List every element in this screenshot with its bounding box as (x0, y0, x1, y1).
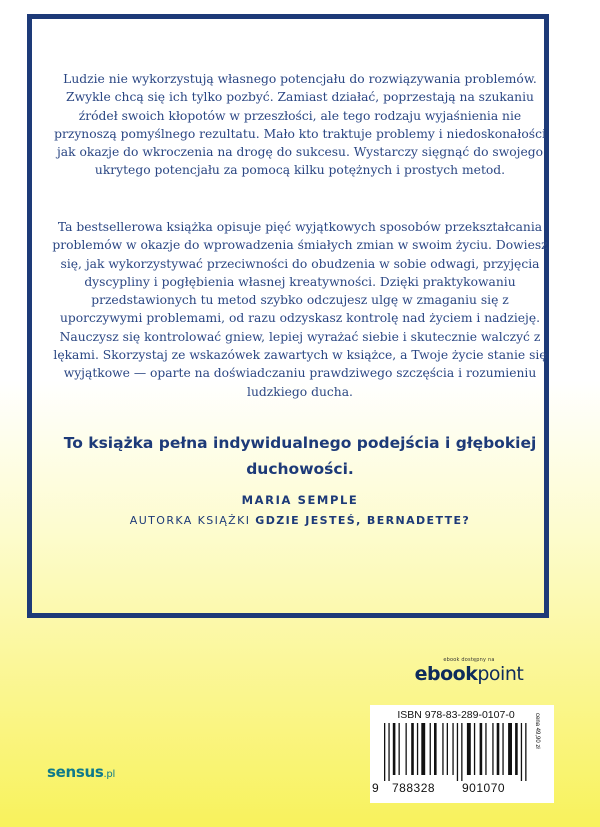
barcode-bar (399, 723, 400, 775)
endorsement-author-role (52, 514, 548, 527)
barcode-bar (461, 723, 462, 781)
barcode-bar (447, 723, 448, 775)
barcode-bar (384, 723, 385, 781)
ebookpoint-subtitle: ebook dostępny na (443, 657, 495, 663)
price-label: cena 49,90 zł (534, 713, 540, 749)
ebookpoint-brand-bold: ebook (414, 663, 478, 685)
barcode-bar (515, 723, 518, 775)
barcode-bar (467, 723, 471, 775)
ebookpoint-brand-light: point (477, 663, 524, 685)
endorsement-quote: To książka pełna indywidualnego podejścia i głębokiej duchowości. (63, 434, 537, 478)
endorsement-author: MARIA SEMPLE (241, 493, 359, 507)
barcode-bars (384, 723, 534, 781)
barcode-bar (474, 723, 475, 775)
barcode-bar (480, 723, 483, 775)
barcode-bar (393, 723, 396, 775)
author-book-title: GDZIE JESTEŚ, BERNADETTE? (255, 514, 471, 527)
barcode-bar (421, 723, 425, 775)
barcode-bar (452, 723, 453, 775)
barcode-bar (508, 723, 512, 775)
barcode-bar (457, 723, 458, 781)
isbn-label: ISBN 978-83-289-0107-0 (397, 709, 515, 721)
description-paragraph-1: Ludzie nie wykorzystują własnego potencjału do rozwiązywania problemów. Zwykle chcą się ich tylko pozbyć. Zamiast działać, poprzestają na szukaniu źródeł swoich kłopotów w przeszłości, ale tego rodzaju wyjaśnienia nie przynoszą pomyślnego rezultatu. Mało kto traktuje problemy i niedoskonałości jak okazje do wkroczenia na drogę do sukcesu. Wystarczy sięgnąć do swojego ukrytego potencjału za pomocą kilku potężnych i prostych metod. (54, 72, 546, 178)
barcode-bar (521, 723, 522, 781)
barcode-bar (442, 723, 443, 775)
barcode-bar (497, 723, 500, 775)
barcode-bar (411, 723, 414, 775)
ebookpoint-logo (394, 657, 544, 685)
barcode-bar (434, 723, 437, 775)
barcode-bar (525, 723, 526, 781)
barcode-bar (406, 723, 407, 775)
barcode-panel (370, 705, 554, 803)
description-paragraph-2: Ta bestsellerowa książka opisuje pięć wyjątkowych sposobów przekształcania problemów w okazje do wprowadzenia śmiałych zmian w swoim życiu. Dowiesz się, jak wykorzystywać przeciwności do obudzenia w sobie odwagi, przyjęcia dyscypliny i pogłębienia własnej kreatywności. Dzięki praktykowaniu przedstawionych tu metod szybko odczujesz ulgę w zmaganiu się z uporczywymi problemami, od razu odzyskasz kontrolę nad życiem i nadzieję. Nauczysz się kontrolować gniew, lepiej wyrażać siebie i skutecznie walczyć z lękami. Skorzystaj ze wskazówek zawartych w książce, a Twoje życie stanie się wyjątkowe — oparte na doświadczaniu prawdziwego szczęścia i rozumieniu ludzkiego ducha. (52, 220, 548, 399)
barcode-bar (430, 723, 431, 775)
author-role-label: AUTORKA KSIĄŻKI (129, 514, 251, 527)
publisher-name: sensus (47, 763, 104, 781)
barcode-digit-group-1: 788328 (392, 781, 436, 795)
publisher-logo (47, 763, 115, 781)
barcode-bar (485, 723, 486, 775)
barcode-bar (502, 723, 503, 775)
publisher-tld: .pl (103, 769, 115, 780)
barcode-digit-first: 9 (372, 781, 380, 795)
barcode-digit-group-2: 901070 (462, 781, 506, 795)
barcode-bar (388, 723, 389, 781)
ebookpoint-wordmark (394, 663, 544, 685)
barcode-bar (417, 723, 418, 775)
barcode-bar (492, 723, 493, 775)
